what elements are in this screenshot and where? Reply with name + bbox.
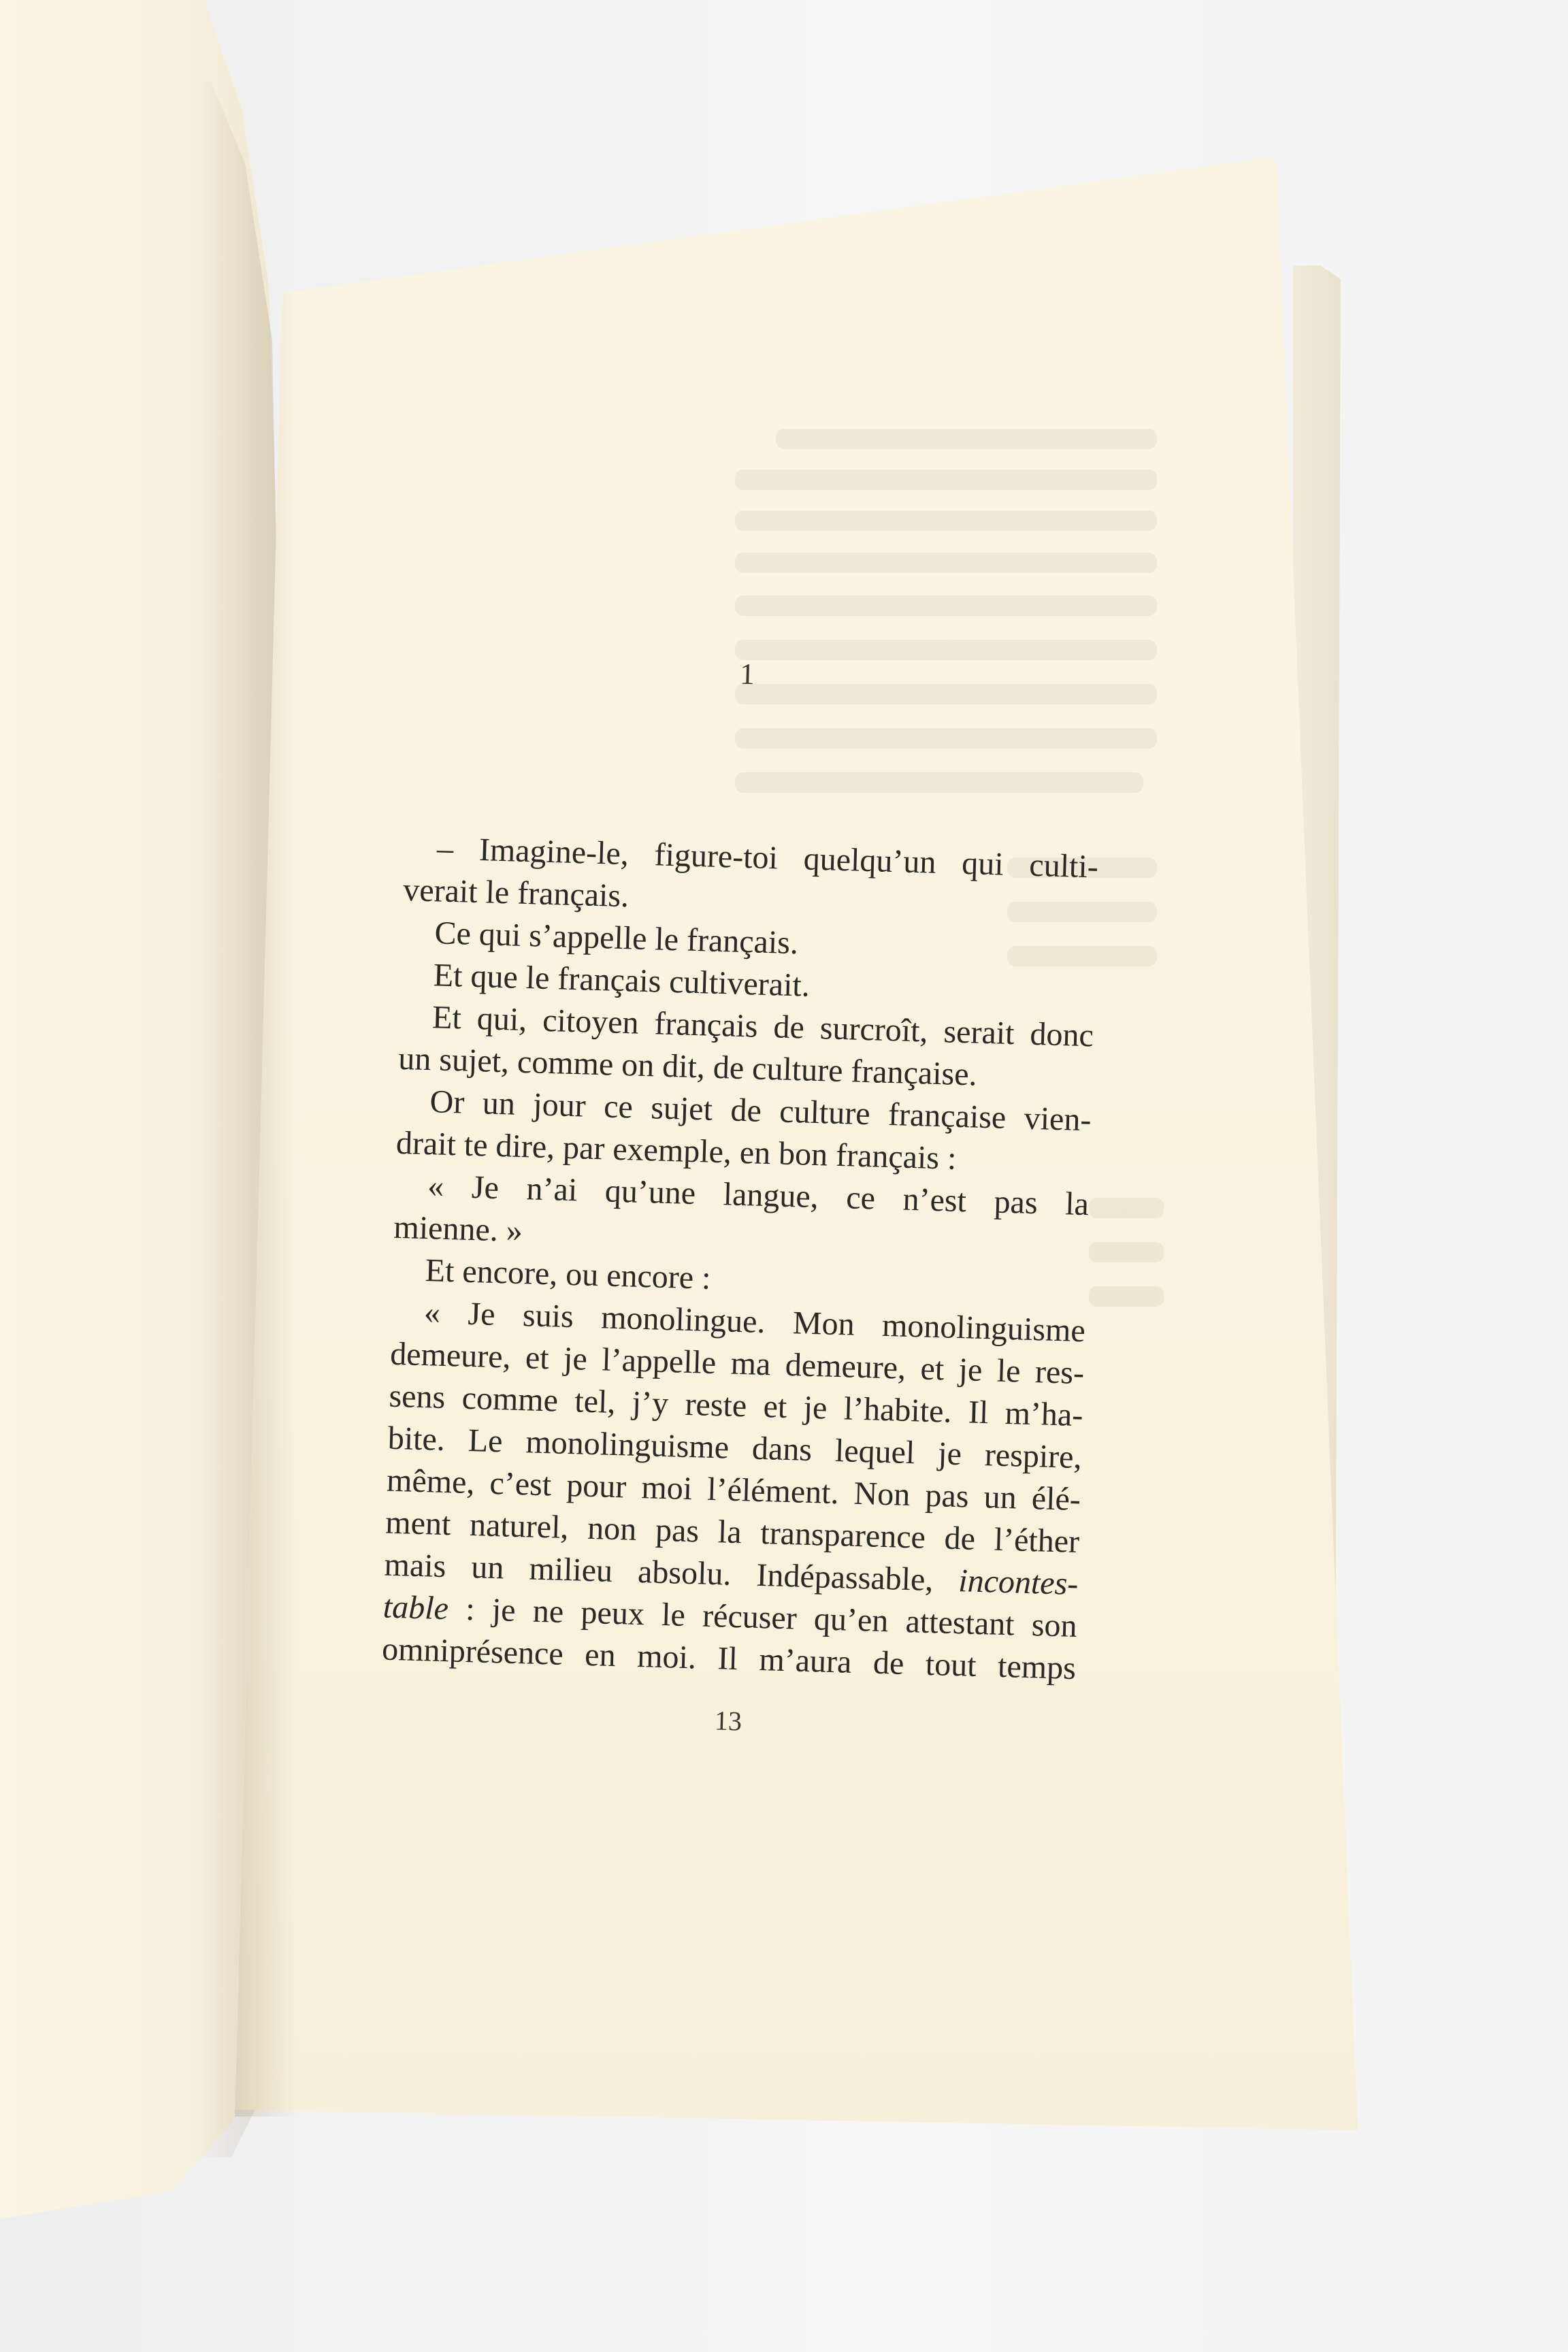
line-text: verait le français. [402, 871, 630, 915]
line-text: « Je n’ai qu’une langue, ce n’est pas la [427, 1168, 1090, 1223]
line-text: Et que le français cultiverait. [433, 957, 811, 1004]
italic-text: incontes- [958, 1563, 1079, 1603]
line-text: Ce qui s’appelle le français. [434, 915, 799, 962]
line-text: Et encore, ou encore : [425, 1252, 712, 1296]
line-text: mais un milieu absolu. Indépassable, [383, 1546, 960, 1599]
line-text: drait te dire, par exemple, en bon français : [395, 1124, 958, 1177]
line-text: demeure, et je l’appelle ma demeure, et je le res- [389, 1335, 1085, 1392]
line-text: Or un jour ce sujet de culture française vien- [429, 1083, 1092, 1139]
line-text: un sujet, comme on dit, de culture française. [397, 1040, 978, 1093]
line-text: « Je suis monolingue. Mon monolinguisme [423, 1294, 1086, 1350]
line-text: bite. Le monolinguisme dans lequel je respire, [387, 1420, 1083, 1476]
page-number: 13 [714, 1705, 742, 1737]
line-text: Et qui, citoyen français de surcroît, serait donc [431, 999, 1094, 1054]
body-text [381, 827, 1098, 1690]
line-text: – Imagine-le, figure-toi quelqu’un qui culti- [436, 830, 1099, 885]
line-text: mienne. » [393, 1209, 523, 1250]
italic-text: table [382, 1588, 449, 1627]
chapter-number: 1 [739, 657, 755, 691]
line-text: même, c’est pour moi l’élément. Non pas un élé- [386, 1462, 1081, 1518]
line-text: ment naturel, non pas la transparence de l’éther [385, 1504, 1080, 1561]
line-text: : je ne peux le récuser qu’en attestant son [448, 1590, 1078, 1645]
line-text: sens comme tel, j’y reste et je l’habite. Il m’ha- [388, 1377, 1083, 1434]
line-text: omniprésence en moi. Il m’aura de tout temps [381, 1631, 1077, 1686]
